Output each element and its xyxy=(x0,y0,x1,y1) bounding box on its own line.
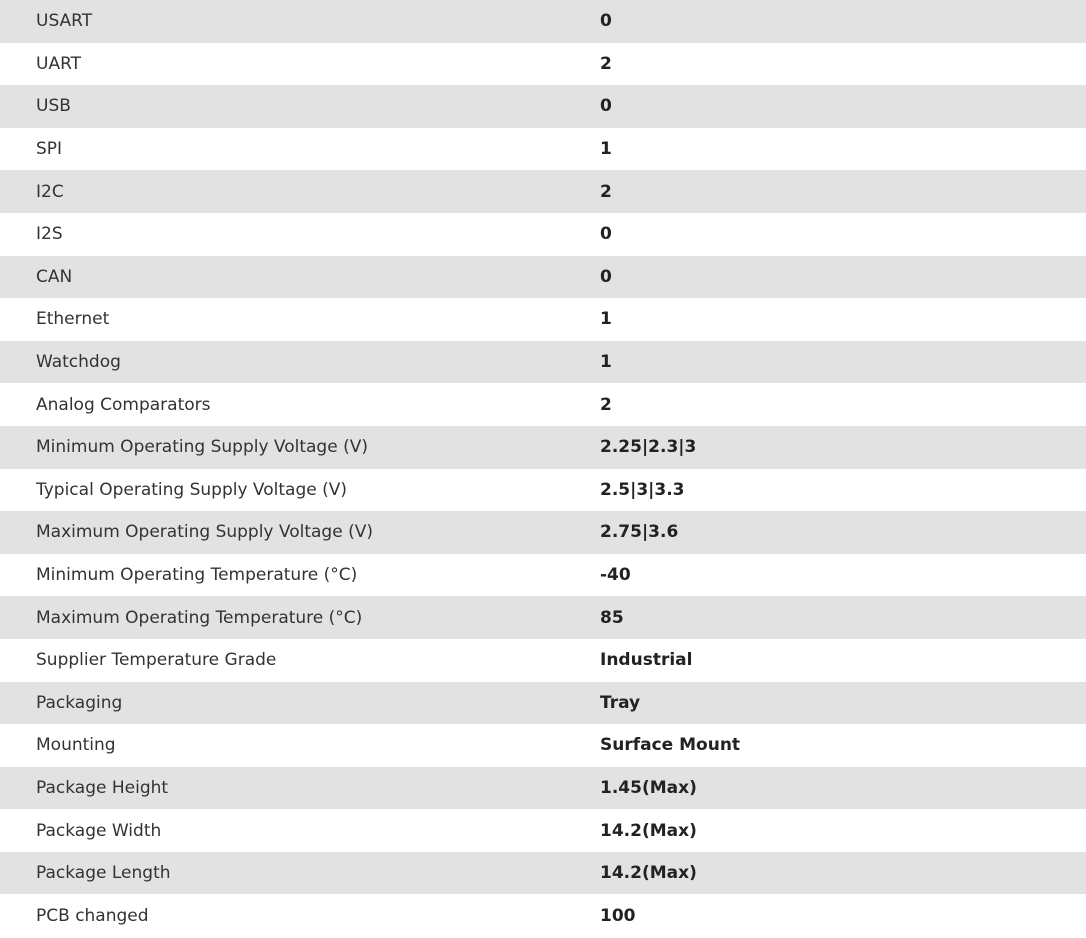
spec-label: Package Width xyxy=(36,820,162,841)
spec-row-watchdog xyxy=(0,341,1086,384)
spec-label: Mounting xyxy=(36,735,116,756)
spec-value: Tray xyxy=(600,692,641,713)
spec-label: Analog Comparators xyxy=(36,394,211,415)
spec-value: 1 xyxy=(600,352,612,373)
spec-row-package-width xyxy=(0,809,1086,852)
spec-value: 1 xyxy=(600,309,612,330)
spec-label: Package Height xyxy=(36,777,169,798)
spec-row-mounting xyxy=(0,724,1086,767)
spec-label: SPI xyxy=(36,139,63,160)
spec-label: I2S xyxy=(36,224,63,245)
spec-label: Maximum Operating Supply Voltage (V) xyxy=(36,522,373,543)
spec-value: 2.25|2.3|3 xyxy=(600,437,697,458)
spec-row-analog-comparators xyxy=(0,383,1086,426)
spec-label: Supplier Temperature Grade xyxy=(36,650,277,671)
spec-value: 14.2(Max) xyxy=(600,863,697,884)
spec-value: Industrial xyxy=(600,650,693,671)
spec-value: 2 xyxy=(600,181,612,202)
spec-row-typical-supply-voltage xyxy=(0,469,1086,512)
spec-label: USB xyxy=(36,96,71,117)
spec-value: 100 xyxy=(600,905,636,926)
spec-label: Minimum Operating Supply Voltage (V) xyxy=(36,437,368,458)
spec-value: 2.5|3|3.3 xyxy=(600,479,685,500)
spec-row-packaging xyxy=(0,682,1086,725)
spec-label: PCB changed xyxy=(36,905,149,926)
spec-value: 14.2(Max) xyxy=(600,820,697,841)
spec-row-temperature-grade xyxy=(0,639,1086,682)
spec-row-i2s xyxy=(0,213,1086,256)
spec-value: 0 xyxy=(600,266,612,287)
spec-label: Ethernet xyxy=(36,309,110,330)
spec-value: Surface Mount xyxy=(600,735,741,756)
spec-row-package-length xyxy=(0,852,1086,895)
spec-row-spi xyxy=(0,128,1086,171)
spec-value: 2.75|3.6 xyxy=(600,522,679,543)
spec-label: Watchdog xyxy=(36,352,121,373)
spec-value: 85 xyxy=(600,607,624,628)
spec-label: Minimum Operating Temperature (°C) xyxy=(36,565,358,586)
spec-value: 2 xyxy=(600,53,612,74)
spec-row-can xyxy=(0,256,1086,299)
spec-row-max-supply-voltage xyxy=(0,511,1086,554)
spec-row-ethernet xyxy=(0,298,1086,341)
spec-value: 0 xyxy=(600,11,612,32)
spec-label: Package Length xyxy=(36,863,171,884)
spec-value: 0 xyxy=(600,224,612,245)
spec-row-min-temperature xyxy=(0,554,1086,597)
spec-row-max-temperature xyxy=(0,596,1086,639)
spec-row-min-supply-voltage xyxy=(0,426,1086,469)
spec-value: 2 xyxy=(600,394,612,415)
spec-label: Typical Operating Supply Voltage (V) xyxy=(36,479,347,500)
spec-label: Maximum Operating Temperature (°C) xyxy=(36,607,363,628)
spec-value: 1.45(Max) xyxy=(600,777,697,798)
spec-row-pcb-changed xyxy=(0,894,1086,937)
spec-label: Packaging xyxy=(36,692,123,713)
spec-label: CAN xyxy=(36,266,73,287)
spec-row-usart xyxy=(0,0,1086,43)
spec-label: I2C xyxy=(36,181,64,202)
spec-row-uart xyxy=(0,43,1086,86)
spec-row-usb xyxy=(0,85,1086,128)
spec-value: -40 xyxy=(600,565,631,586)
spec-value: 0 xyxy=(600,96,612,117)
spec-label: USART xyxy=(36,11,93,32)
spec-value: 1 xyxy=(600,139,612,160)
spec-row-i2c xyxy=(0,170,1086,213)
spec-label: UART xyxy=(36,53,82,74)
spec-row-package-height xyxy=(0,767,1086,810)
